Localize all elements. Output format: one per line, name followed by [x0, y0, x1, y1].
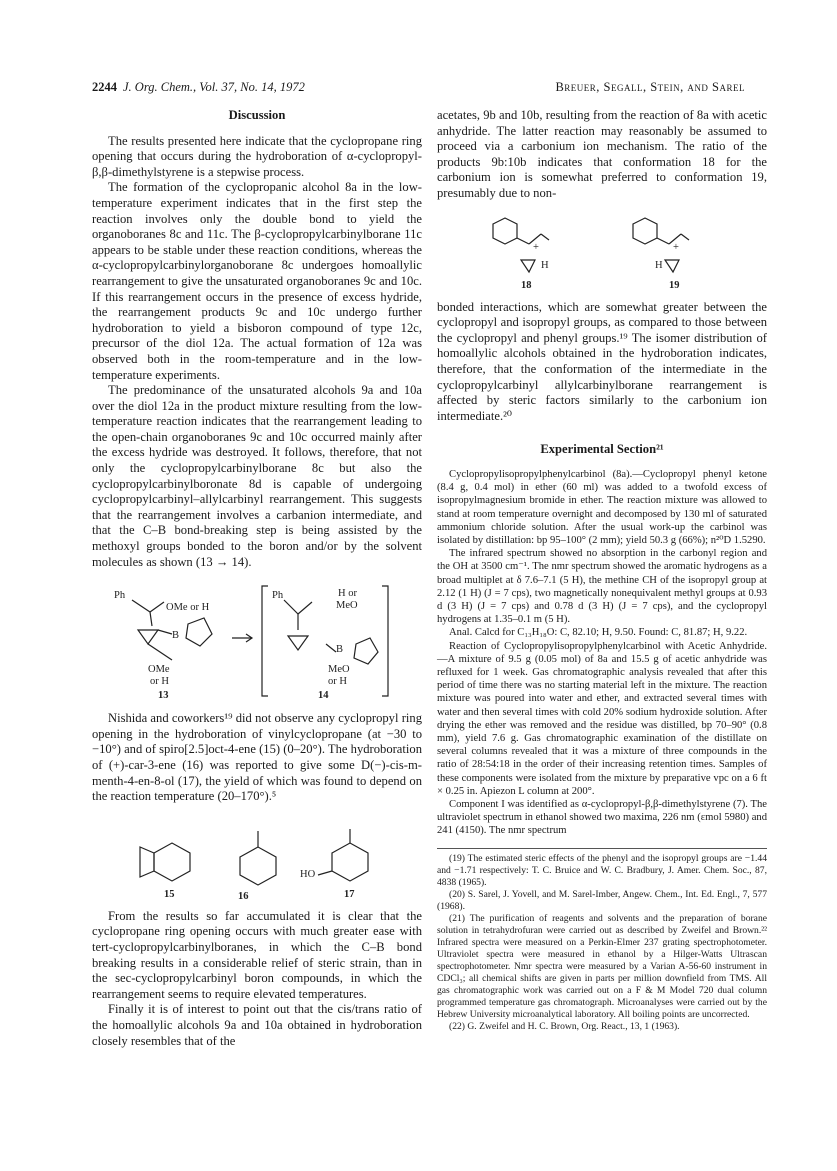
scheme-label-plus: +	[533, 241, 539, 253]
discussion-heading: Discussion	[228, 108, 286, 122]
footnotes	[437, 848, 767, 1033]
paragraph: The infrared spectrum showed no absorption in the carbonyl region and the OH at 3500 cm⁻¹. The nmr spectrum showed the aromatic hydrogens as a broad multiplet at δ 7.6–7.1 (5 H), the methine CH of the isopropyl group at 2.12 (1 H) (J = 7 cps), two magnetically nonequivalent methyl groups at 0.93 d (3 H) (J = 7 cps) and 0.78 d (3 H) (J = 7 cps), and the cyclopropyl hydrogens at 1.35–0.1 m (5 H).	[437, 548, 767, 626]
compound-label-17: 17	[344, 888, 355, 900]
scheme-13-14	[92, 578, 422, 703]
paragraph: Finally it is of interest to point out that the cis/trans ratio of the homoallylic alcohols 9a and 10a obtained in hydroboration closely resembles that of the	[92, 1002, 422, 1048]
paragraph: acetates, 9b and 10b, resulting from the reaction of 8a with acetic anhydride. The latter reaction may reasonably be assumed to proceed via a carbonium ion mechanism. The ratio of the products 9b:10b indicates that conformation 18 for the carbonium ion is somewhat preferred to conformation 19, presumably due to non-	[437, 108, 767, 200]
journal-name: J. Org. Chem., Vol. 37, No. 14, 1972	[123, 80, 305, 94]
experimental-section	[437, 468, 767, 838]
paragraph: bonded interactions, which are somewhat greater between the cyclopropyl and isopropyl groups, as compared to those between the cyclopropyl and phenyl groups.¹⁹ The isomer distribution of homoallylic alcohols obtained in the hydroboration indicates, therefore, that the conformation of the intermediate in the cyclopropylcarbinyl allylcarbinylborane rearrangement is affected by steric factors similarly to the carbonium ion intermediate.²⁰	[437, 299, 767, 423]
footnote: (22) G. Zweifel and H. C. Brown, Org. React., 13, 1 (1963).	[449, 1020, 680, 1032]
footnote: (21) The purification of reagents and solvents and the preparation of borane solution in tetrahydrofuran were carried out as described by Zweifel and Brown.²² Infrared spectra were measured on a Perkin-Elmer 237 grating spectrophotometer. Ultraviolet spectra were measured in ethanol by a Hilger-Watts Ultrascan spectrophotometer. Nmr spectra were measured by a Varian A-56-60 instrument in CDCl₃; all chemical shifts are given in parts per million downfield from TMS. All gas chromatographic work was carried out on a F & M Model 720 dual column programmed temperature gas chromatograph. Microanalyses were carried out by the Hebrew University microanalytical laboratory. All boiling points are uncorrected.	[437, 912, 767, 1020]
paragraph: Cyclopropylisopropylphenylcarbinol (8a).—Cyclopropyl phenyl ketone (8.4 g, 0.4 mol) in ether (60 ml) was added to a twofold excess of isopropylmagnesium bromide in ether. The reaction mixture was allowed to stand at room temperature overnight and decomposed by 130 ml of saturated ammonium chloride solution. After the usual work-up the carbinol was isolated by distillation: bp 95–100° (2 mm); yield 50.3 g (66%); n²⁰D 1.5290.	[437, 468, 767, 546]
compound-label-14: 14	[318, 690, 329, 702]
running-head	[92, 80, 745, 98]
conformations-18-19-drawing	[437, 210, 767, 292]
scheme-label-ome-h: OMe or H	[166, 602, 210, 614]
paragraph: The formation of the cyclopropanic alcohol 8a in the low-temperature experiment indicates that in the first step the reaction involves only the double bond to yield the organoboranes 8c and 11c. The β-cyclopropylcarbinylborane 11c appears to be stable under these reaction conditions, whereas the α-cyclopropylcarbinylorganoborane 8c undergoes homoallylic rearrangement to give the unsaturated organoboranes 9c and 10c. If this rearrangement occurs in the presence of excess hydride, the rearrangement products 9c and 10c undergo further hydroboration to yield a bisboron compound of type 12c, precursor of the diol 12a. The actual formation of 12a was observed both in the room-temperature and in the low-temperature experiments.	[92, 180, 422, 382]
scheme-label-plus-19: +	[673, 241, 679, 253]
journal-citation	[92, 80, 305, 95]
paragraph: Nishida and coworkers¹⁹ did not observe any cyclopropyl ring opening in the hydroboration of vinylcyclopropane (at −30 to −10°) and of spiro[2.5]oct-4-ene (15) (0–20°). The hydroboration of (+)-car-3-ene (16) was reported to give some D(−)-cis-m-menth-4-en-8-ol (17), the yield of which was found to depend on the reaction temperature (20–170°).⁵	[92, 711, 422, 804]
experimental-heading: Experimental Section²¹	[540, 442, 664, 457]
scheme-label-meo: MeO	[336, 600, 358, 612]
compound-label-19: 19	[669, 279, 680, 291]
scheme-label-or-h: or H	[150, 676, 169, 688]
scheme-15-16-17	[92, 813, 422, 901]
scheme-13-to-14-drawing	[92, 578, 422, 703]
scheme-label-meo-2: MeO	[328, 664, 350, 676]
left-column	[92, 108, 422, 1049]
scheme-label-ho: HO	[300, 868, 316, 880]
paragraph: From the results so far accumulated it is clear that the cyclopropane ring opening occurs with much greater ease with tert-cyclopropylcarbinylboranes, in which the C–B bond breaking results in a considerable relief of steric strain, than in the sec-cyclopropylcarbinyl boron compounds, in which the rearrangement seems to require elevated temperatures.	[92, 908, 422, 1001]
scheme-18-19	[437, 210, 767, 292]
scheme-label-h-19: H	[655, 259, 663, 271]
paragraph: Component I was identified as α-cyclopropyl-β,β-dimethylstyrene (7). The ultraviolet spectrum in ethanol showed two maxima, 226 nm (εmol 5980) and 241 (4150). The nmr spectrum	[437, 798, 767, 837]
page-number: 2244	[92, 80, 117, 94]
scheme-label-ome: OMe	[148, 664, 170, 676]
scheme-label-ph-14: Ph	[272, 590, 284, 602]
paragraph: Reaction of Cyclopropylisopropylphenylcarbinol with Acetic Anhydride.—A mixture of 9.5 g (0.05 mol) of 8a and 15.5 g of acetic anhydride was refluxed for 1 week. Gas chromatographic analysis revealed that after this period of time there was no starting material left in the mixture. The reaction mixture was poured into water and ether, and extracted several times with water and then several times with cold 20% sodium hydroxide solution. After drying the ether was removed and the residue was distilled, bp 70–90° (0.8 mm), yield 7.6 g. Gas chromatographic examination of the distillate on several columns revealed that it was a mixture of three compounds in the ratio of 28:54:18 in the order of their increasing retention times. Samples of these components were isolated from the mixture by preparative vpc on a 6 ft × 0.25 in. Apiezon L column at 200°.	[437, 640, 767, 797]
paragraph: The results presented here indicate that the cyclopropane ring opening that occurs during the hydroboration of α-cyclopropyl-β,β-dimethylstyrene is a stepwise process.	[92, 133, 422, 179]
right-column	[437, 108, 767, 1033]
scheme-label-b: B	[172, 630, 180, 642]
compound-label-18: 18	[521, 279, 532, 291]
scheme-label-h-or: H or	[338, 588, 357, 600]
scheme-label-ph: Ph	[114, 590, 126, 602]
footnote: (19) The estimated steric effects of the phenyl and the isopropyl groups are −1.44 and −1.71 respectively: T. C. Bruice and W. C. Bradbury, J. Amer. Chem. Soc., 87, 4838 (1965).	[437, 852, 767, 888]
author-list: Breuer, Segall, Stein, and Sarel	[555, 80, 745, 94]
scheme-label-b-14: B	[336, 644, 344, 656]
scheme-label-or-h-2: or H	[328, 676, 347, 688]
compound-label-15: 15	[164, 888, 175, 900]
compounds-15-16-17-drawing	[92, 813, 422, 901]
scheme-label-h: H	[541, 259, 549, 271]
paragraph: The predominance of the unsaturated alcohols 9a and 10a over the diol 12a in the product mixture resulting from the low-temperature reaction indicates that the rearrangement leading to the open-chain organoboranes 9c and 10c occurred mainly after the excess hydride was destroyed. It follows, therefore, that not only the cyclopropylcarbinylborane 8c but also the cyclopropylcarbinylboronate 8d is capable of undergoing cyclopropylcarbinyl–allylcarbinyl rearrangement. This suggests that the rearrangement involves a carbanion intermediate, and that the C–B bond-breaking step is being assisted by the methoxyl groups bonded to the boron and/or by the solvent molecules as shown (13 → 14).	[92, 383, 422, 569]
footnote: (20) S. Sarel, J. Yovell, and M. Sarel-Imber, Angew. Chem., Int. Ed. Engl., 7, 577 (1968).	[437, 888, 767, 912]
compound-label-13: 13	[158, 690, 169, 702]
compound-label-16: 16	[238, 890, 249, 901]
paragraph: Anal. Calcd for C₁₃H₁₈O: C, 82.10; H, 9.50. Found: C, 81.87; H, 9.22.	[449, 627, 748, 639]
